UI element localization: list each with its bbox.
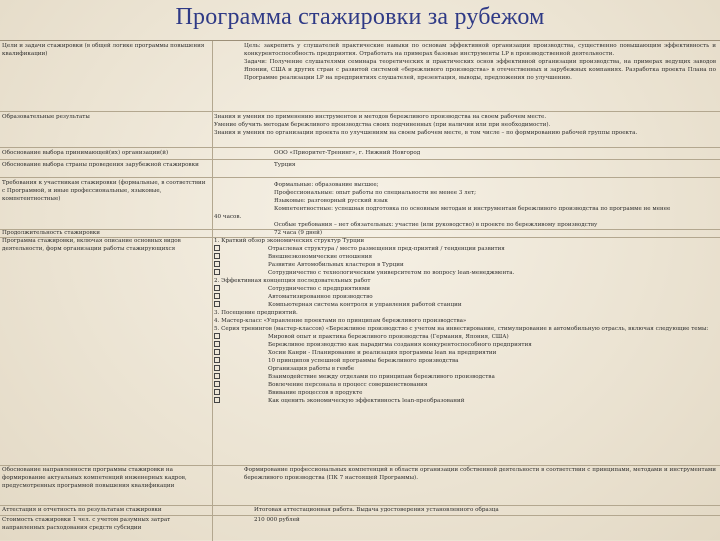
- row-label: Образовательные результаты: [2, 114, 90, 120]
- list-item: Сотрудничество с предприятиями: [214, 285, 716, 293]
- list-item: Организация работы в гембе: [214, 365, 716, 373]
- table-row-goals: [0, 41, 720, 112]
- list-item: Компьютерная система контроля и управления работой станции: [214, 301, 716, 309]
- row-label: Аттестация и отчетность по результатам стажировки: [2, 507, 162, 513]
- program-heading: 1. Краткий обзор экономических структур Турции: [214, 238, 365, 244]
- row-content: Знания и умения по применению инструментов и методов бережливого производства на своем рабочем месте. Умение обучить методам бережливого производства своих подчиненных (при наличии или при необходимости). Знания и умения по организации проекта по улучшениям на своем рабочем месте, в том числе – по формированию рабочей группы проекта.: [214, 114, 638, 136]
- list-item: Как оценить экономическую эффективность lean-преобразований: [214, 397, 716, 405]
- program-heading: 2. Эффективная концепция последовательных работ: [214, 278, 371, 284]
- row-content: Формирование профессиональных компетенций в области организации собственной деятельности в соответствии с принципами, методами и инструментами бережливого производства (ПК 7 настоящей Программы).: [244, 467, 716, 481]
- row-content: Турция: [274, 162, 296, 168]
- checkbox-icon: [214, 333, 220, 339]
- list-item: Ввивание процессов в продукте: [214, 389, 716, 397]
- checkbox-icon: [214, 397, 220, 403]
- checkbox-icon: [214, 261, 220, 267]
- row-content: 210 000 рублей: [254, 517, 300, 523]
- checkbox-icon: [214, 301, 220, 307]
- program-heading: 5. Серия тренингов (мастер-классов) «Бережливое производство с учетом на инвестирование, стимулирование в автомобильную отрасль, включая следующие темы:: [214, 326, 709, 332]
- checkbox-icon: [214, 285, 220, 291]
- table-row-country: [0, 159, 720, 178]
- program-table: [0, 40, 720, 541]
- list-item: Вовлечение персонала в процесс совершенствования: [214, 381, 716, 389]
- row-label: Обоснование выбора принимающей(их) организации(й): [2, 150, 169, 156]
- row-content: 72 часа (9 дней): [274, 230, 323, 236]
- list-item: Автоматизированное производство: [214, 293, 716, 301]
- checkbox-icon: [214, 365, 220, 371]
- program-heading: 4. Мастер-класс «Управление проектами по принципам бережливого производства»: [214, 318, 467, 324]
- checkbox-icon: [214, 357, 220, 363]
- row-content: Цель: закрепить у слушателей практические навыки по основам эффективной организации производства, существенно повышающим эффективность и конкурентоспособность предприятия. Отработать на примерах базовые инструменты LP в производственной деятельности. Задачи: Получение слушателями семинара теоретических и практических основ эффективной организации производства, на примерах ведущих заводов Японии, США и других стран с развитой системой «бережливого производства» в отечественных и зарубежных компаниях. Разработка проекта Плана по Программе реализации LP на предприятиях слушателей, презентация, выводы, предложения по улучшению.: [244, 43, 716, 81]
- checkbox-icon: [214, 293, 220, 299]
- list-item: Взаимодействие между отделами по принципам бережливого производства: [214, 373, 716, 381]
- table-row-rationale: [0, 465, 720, 506]
- checkbox-icon: [214, 389, 220, 395]
- row-content: Итоговая аттестационная работа. Выдача удостоверения установленного образца: [254, 507, 499, 513]
- list-item: Сотрудничество с технологическим университетом по вопросу lean-менеджмента.: [214, 269, 716, 277]
- checkbox-icon: [214, 245, 220, 251]
- table-row-program: [0, 237, 720, 466]
- list-item: Отраслевая структура / место размещения пред-приятий / тенденции развития: [214, 245, 716, 253]
- checkbox-icon: [214, 341, 220, 347]
- checkbox-icon: [214, 269, 220, 275]
- list-item: 10 принципов успешной программы бережливого производства: [214, 357, 716, 365]
- row-content: ООО «Приоритет-Тренинг», г. Нижний Новгород: [274, 150, 421, 156]
- checkbox-icon: [214, 373, 220, 379]
- row-label: Программа стажировки, включая описание основных видов деятельности, форм организации работы стажирующихся: [2, 238, 181, 252]
- table-row-outcomes: [0, 111, 720, 148]
- row-label: Обоснование направленности программы стажировки на формирование актуальных компетенций инженерных кадров, предусмотренных программой повышения квалификации: [2, 467, 187, 489]
- list-item: Мировой опыт и практика бережливого производства (Германия, Япония, США): [214, 333, 716, 341]
- page-title: Программа стажировки за рубежом: [175, 4, 545, 30]
- row-label: Обоснование выбора страны проведения зарубежной стажировки: [2, 162, 199, 168]
- checkbox-icon: [214, 349, 220, 355]
- program-heading: 3. Посещение предприятий.: [214, 310, 298, 316]
- row-content: Формальные: образование высшее; Профессиональные: опыт работы по специальности не менее 3 лет; Языковые: разговорный русский язык Компетентностные: успешная подготовка по основным методам и инструментам бережливого производства по программе не менее 40 часов. Особые требования – нет обязательных: участие (или руководство) в проекте по бережливому производству: [214, 182, 671, 228]
- list-item: Внешнеэкономические отношения: [214, 253, 716, 261]
- row-label: Цели и задачи стажировки (в общей логике программы повышения квалификации): [2, 43, 205, 57]
- checkbox-icon: [214, 253, 220, 259]
- table-row-requirements: [0, 177, 720, 230]
- program-list: [214, 237, 716, 405]
- row-label: Требования к участникам стажировки (формальные, в соответствии с Программой, и иные профессиональные, языковые, компетентностные): [2, 180, 206, 202]
- list-item: Развитие Автомобильных кластеров в Турции: [214, 261, 716, 269]
- list-item: Бережливое производство как парадигма создания конкурентоспособного предприятия: [214, 341, 716, 349]
- table-row-cost: [0, 515, 720, 541]
- list-item: Хосин Канри - Планирование и реализация программы lean на предприятии: [214, 349, 716, 357]
- checkbox-icon: [214, 381, 220, 387]
- row-label: Стоимость стажировки 1 чел. с учетом разумных затрат направленных расходования средств субсидии: [2, 517, 171, 531]
- row-label: Продолжительность стажировки: [2, 230, 100, 236]
